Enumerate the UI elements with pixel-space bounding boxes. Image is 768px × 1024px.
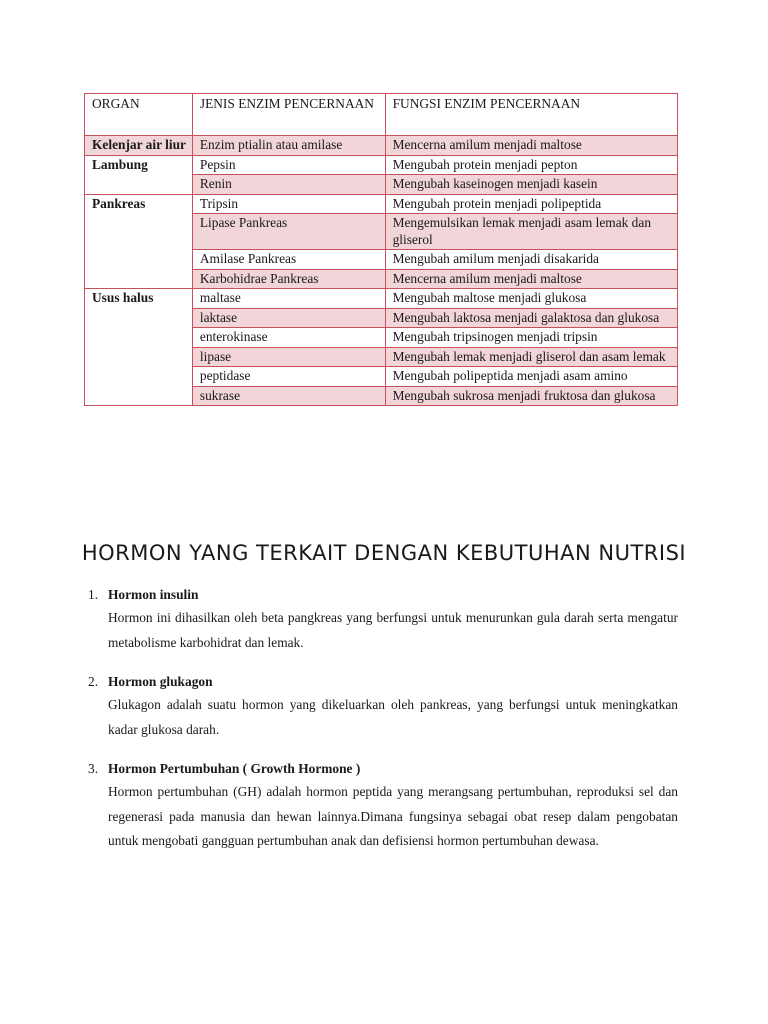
- list-item-number: 1.: [88, 587, 99, 602]
- header-function: FUNGSI ENZIM PENCERNAAN: [385, 94, 677, 136]
- organ-cell: [85, 347, 193, 367]
- function-cell: Mengubah laktosa menjadi galaktosa dan glukosa: [385, 308, 677, 328]
- enzyme-cell: Amilase Pankreas: [192, 250, 385, 270]
- table-row: [85, 175, 678, 195]
- enzyme-cell: maltase: [192, 289, 385, 309]
- enzyme-table: [84, 93, 678, 406]
- function-cell: Mengubah lemak menjadi gliserol dan asam lemak: [385, 347, 677, 367]
- table-row: [85, 136, 678, 156]
- organ-cell: Lambung: [85, 155, 193, 175]
- list-item-number: 2.: [88, 674, 99, 689]
- list-item: [88, 671, 678, 742]
- organ-cell: [85, 367, 193, 387]
- list-item-body: Hormon ini dihasilkan oleh beta pangkreas yang berfungsi untuk menurunkan gula darah serta mengatur metabolisme karbohidrat dan lemak.: [108, 610, 678, 650]
- organ-cell: [85, 175, 193, 195]
- organ-cell: Kelenjar air liur: [85, 136, 193, 156]
- enzyme-cell: peptidase: [192, 367, 385, 387]
- list-item-heading: [88, 758, 678, 780]
- table-row: [85, 289, 678, 309]
- function-cell: Mengubah protein menjadi pepton: [385, 155, 677, 175]
- table-row: [85, 386, 678, 406]
- function-cell: Mencerna amilum menjadi maltose: [385, 136, 677, 156]
- list-item-heading: [88, 584, 678, 606]
- table-row: [85, 214, 678, 250]
- list-item-title: Hormon insulin: [108, 587, 199, 602]
- list-item-body: Glukagon adalah suatu hormon yang dikeluarkan oleh pankreas, yang berfungsi untuk meningkatkan kadar glukosa darah.: [108, 697, 678, 737]
- function-cell: Mengemulsikan lemak menjadi asam lemak dan gliserol: [385, 214, 677, 250]
- enzyme-cell: laktase: [192, 308, 385, 328]
- list-item: [88, 758, 678, 854]
- organ-cell: Usus halus: [85, 289, 193, 309]
- function-cell: Mengubah sukrosa menjadi fruktosa dan glukosa: [385, 386, 677, 406]
- list-item-title: Hormon Pertumbuhan ( Growth Hormone ): [108, 761, 361, 776]
- list-item-heading: [88, 671, 678, 693]
- enzyme-cell: Karbohidrae Pankreas: [192, 269, 385, 289]
- list-item-body: Hormon pertumbuhan (GH) adalah hormon peptida yang merangsang pertumbuhan, reproduksi sel dan regenerasi pada manusia dan hewan lainnya.Dimana fungsinya sebagai obat resep dalam pengobatan untuk mengobati gangguan pertumbuhan anak dan defisiensi hormon pertumbuhan dewasa.: [108, 784, 678, 848]
- function-cell: Mengubah maltose menjadi glukosa: [385, 289, 677, 309]
- organ-cell: [85, 328, 193, 348]
- enzyme-cell: sukrase: [192, 386, 385, 406]
- enzyme-cell: lipase: [192, 347, 385, 367]
- organ-cell: [85, 308, 193, 328]
- section-title: HORMON YANG TERKAIT DENGAN KEBUTUHAN NUTRISI: [81, 541, 687, 565]
- function-cell: Mengubah polipeptida menjadi asam amino: [385, 367, 677, 387]
- table-row: [85, 308, 678, 328]
- function-cell: Mengubah tripsinogen menjadi tripsin: [385, 328, 677, 348]
- table-row: [85, 328, 678, 348]
- list-item: [88, 584, 678, 655]
- function-cell: Mengubah kaseinogen menjadi kasein: [385, 175, 677, 195]
- table-row: [85, 155, 678, 175]
- organ-cell: [85, 250, 193, 270]
- enzyme-cell: Pepsin: [192, 155, 385, 175]
- table-row: [85, 269, 678, 289]
- hormone-list: [88, 584, 678, 870]
- function-cell: Mengubah protein menjadi polipeptida: [385, 194, 677, 214]
- enzyme-cell: enterokinase: [192, 328, 385, 348]
- organ-cell: [85, 386, 193, 406]
- organ-cell: [85, 214, 193, 250]
- function-cell: Mencerna amilum menjadi maltose: [385, 269, 677, 289]
- enzyme-cell: Lipase Pankreas: [192, 214, 385, 250]
- table-row: [85, 367, 678, 387]
- table-header-row: [85, 94, 678, 136]
- enzyme-cell: Enzim ptialin atau amilase: [192, 136, 385, 156]
- enzyme-cell: Renin: [192, 175, 385, 195]
- enzyme-cell: Tripsin: [192, 194, 385, 214]
- table-row: [85, 194, 678, 214]
- table-row: [85, 347, 678, 367]
- list-item-number: 3.: [88, 761, 99, 776]
- header-organ: ORGAN: [85, 94, 193, 136]
- table-row: [85, 250, 678, 270]
- function-cell: Mengubah amilum menjadi disakarida: [385, 250, 677, 270]
- organ-cell: Pankreas: [85, 194, 193, 214]
- organ-cell: [85, 269, 193, 289]
- header-enzyme: JENIS ENZIM PENCERNAAN: [192, 94, 385, 136]
- list-item-title: Hormon glukagon: [108, 674, 213, 689]
